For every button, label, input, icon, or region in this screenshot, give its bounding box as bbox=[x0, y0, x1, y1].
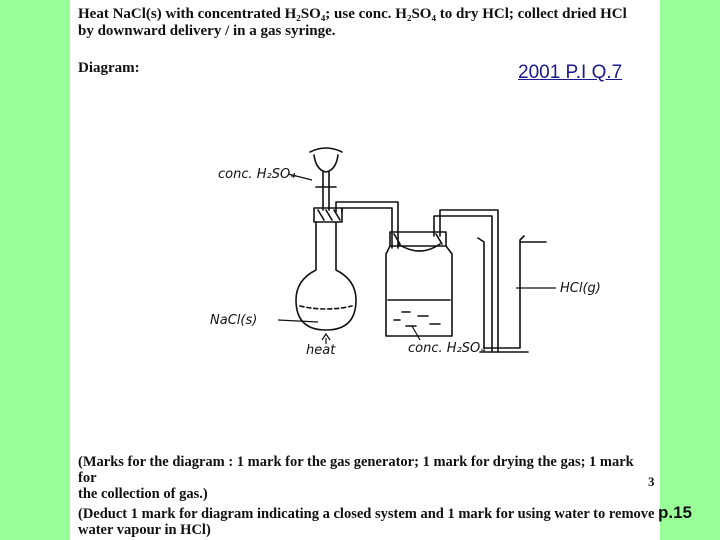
delivery-tube-2 bbox=[440, 210, 498, 352]
past-paper-reference-link[interactable]: 2001 P.I Q.7 bbox=[518, 62, 623, 83]
delivery-tube-1 bbox=[336, 202, 398, 248]
marking-scheme bbox=[78, 454, 638, 502]
drying-bottle bbox=[386, 246, 452, 336]
round-bottom-flask bbox=[296, 222, 356, 330]
gas-jar bbox=[478, 236, 524, 348]
marks-line-2: the collection of gas.) bbox=[78, 486, 208, 502]
page-number: p.15 bbox=[658, 503, 693, 522]
deduction-note bbox=[78, 506, 658, 538]
heading-line-1: Heat NaCl(s) with concentrated H₂SO₄; use conc. H₂SO₄ to dry HCl; collect dried HCl bbox=[78, 6, 627, 22]
question-heading bbox=[78, 6, 648, 40]
diagram-label: Diagram: bbox=[78, 60, 140, 76]
label-nacl: NaCl(s) bbox=[210, 313, 258, 328]
apparatus-diagram bbox=[140, 140, 601, 370]
dropping-funnel bbox=[314, 155, 338, 172]
marks-line-1: (Marks for the diagram : 1 mark for the gas generator; 1 mark for drying the gas; 1 mark for bbox=[78, 454, 634, 486]
answer-sheet bbox=[70, 0, 660, 540]
label-hcl-gas: HCl(g) bbox=[560, 281, 601, 296]
heading-line-2: by downward delivery / in a gas syringe. bbox=[78, 23, 336, 39]
deduct-line-2: water vapour in HCl) bbox=[78, 522, 211, 538]
marks-total: 3 bbox=[648, 474, 655, 489]
label-conc-h2so4-bottom: conc. H₂SO₄ bbox=[408, 341, 486, 356]
label-heat: heat bbox=[306, 343, 336, 358]
deduct-line-1: (Deduct 1 mark for diagram indicating a closed system and 1 mark for using water to remove bbox=[78, 506, 655, 522]
label-conc-h2so4-top: conc. H₂SO₄ bbox=[218, 167, 296, 182]
